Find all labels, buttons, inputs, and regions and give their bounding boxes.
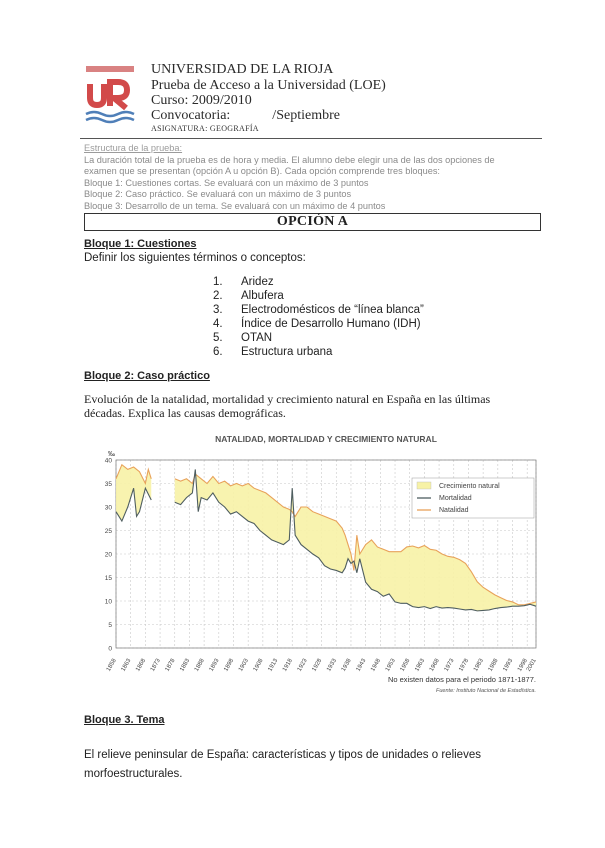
term-number: 3. <box>213 304 223 316</box>
x-tick-label: 1893 <box>208 658 221 673</box>
bloque3-title: Bloque 3. Tema <box>84 714 165 726</box>
legend-label: Mortalidad <box>439 495 472 502</box>
y-tick-label: 40 <box>104 457 112 465</box>
x-tick-label: 1943 <box>355 658 368 673</box>
term-number: 5. <box>213 332 223 344</box>
x-tick-label: 1878 <box>164 658 177 673</box>
term-item <box>213 303 424 317</box>
term-text: Estructura urbana <box>241 346 333 358</box>
chart-svg <box>86 430 556 720</box>
term-text: Índice de Desarrollo Humano (IDH) <box>241 318 421 330</box>
term-text: Electrodomésticos de “línea blanca” <box>241 304 424 316</box>
x-tick-label: 1948 <box>370 658 383 673</box>
x-tick-label: 1873 <box>149 658 162 673</box>
demographic-chart <box>86 430 556 720</box>
y-tick-label: 10 <box>104 598 112 606</box>
x-tick-label: 1868 <box>135 658 148 673</box>
term-number: 2. <box>213 290 223 302</box>
term-item <box>213 345 424 359</box>
x-tick-label: 1918 <box>282 658 294 673</box>
x-tick-label: 1993 <box>502 658 515 673</box>
x-tick-label: 1883 <box>179 658 192 673</box>
exam-title: Prueba de Acceso a la Universidad (LOE) <box>151 78 386 93</box>
structure-line-1: La duración total de la prueba es de hora y media. El alumno debe elegir una de las dos opciones de <box>84 154 495 165</box>
term-number: 4. <box>213 318 223 330</box>
structure-title: Estructura de la prueba: <box>84 143 183 153</box>
term-text: Albufera <box>241 290 284 302</box>
y-tick-label: 25 <box>104 528 112 535</box>
y-tick-label: 20 <box>104 551 112 559</box>
y-tick-label: 35 <box>104 481 112 488</box>
term-text: Aridez <box>241 276 274 288</box>
x-tick-label: 1958 <box>399 658 412 673</box>
option-title: OPCIÓN A <box>84 213 541 231</box>
chart-source: Fuente: Instituto Nacional de Estadística. <box>436 688 536 694</box>
term-item <box>213 317 424 331</box>
term-text: OTAN <box>241 332 273 344</box>
chart-title: NATALIDAD, MORTALIDAD Y CRECIMIENTO NATURAL <box>215 434 437 444</box>
university-logo <box>84 62 146 128</box>
structure-bloque-3: Bloque 3: Desarrollo de un tema. Se evaluará con un máximo de 4 puntos <box>84 200 386 211</box>
x-tick-label: 1963 <box>414 658 427 673</box>
x-tick-label: 1858 <box>105 658 118 673</box>
bloque2-title: Bloque 2: Caso práctico <box>84 370 210 382</box>
structure-bloque-1: Bloque 1: Cuestiones cortas. Se evaluará con un máximo de 3 puntos <box>84 177 369 188</box>
y-tick-label: 15 <box>104 575 112 582</box>
x-tick-label: 1908 <box>252 658 265 673</box>
course-label: Curso: 2009/2010 <box>151 93 252 108</box>
header-divider <box>80 138 542 139</box>
convocatoria-label: Convocatoria: /Septiembre <box>151 108 340 123</box>
term-number: 6. <box>213 346 223 358</box>
x-tick-label: 1913 <box>267 658 280 673</box>
x-tick-label: 1863 <box>120 658 133 673</box>
term-item <box>213 289 424 303</box>
x-tick-label: 1898 <box>223 658 236 673</box>
y-tick-label: 30 <box>104 504 112 512</box>
x-tick-label: 1978 <box>458 658 471 673</box>
structure-section <box>84 143 544 212</box>
x-tick-label: 1968 <box>428 658 441 673</box>
bloque2-text-2: décadas. Explica las causas demográficas. <box>84 406 286 420</box>
chart-note: No existen datos para el periodo 1871-1877. <box>387 675 536 684</box>
bloque1-intro: Definir los siguientes términos o conceptos: <box>84 252 306 264</box>
legend-label: Crecimiento natural <box>439 483 500 490</box>
x-tick-label: 1903 <box>238 658 250 673</box>
legend-swatch-crecimiento <box>417 482 431 489</box>
y-tick-label: 5 <box>108 622 112 629</box>
term-item <box>213 331 424 345</box>
x-tick-label: 1938 <box>340 658 353 673</box>
bloque1-title: Bloque 1: Cuestiones <box>84 238 197 250</box>
bloque3-text-1: El relieve peninsular de España: características y tipos de unidades o relieves <box>84 749 481 761</box>
x-tick-label: 1953 <box>384 658 397 673</box>
bloque3-text-2: morfoestructurales. <box>84 768 183 780</box>
x-tick-label: 1928 <box>311 658 324 673</box>
x-tick-label: 1973 <box>443 658 456 673</box>
y-axis-unit: ‰ <box>108 451 115 458</box>
university-name: UNIVERSIDAD DE LA RIOJA <box>151 62 334 77</box>
term-number: 1. <box>213 276 223 288</box>
term-item <box>213 275 424 289</box>
x-tick-label: 1983 <box>472 658 485 673</box>
x-tick-label: 2001 <box>525 658 538 673</box>
bloque2-text-1: Evolución de la natalidad, mortalidad y crecimiento natural en España en las últimas <box>84 392 491 406</box>
structure-bloque-2: Bloque 2: Caso práctico. Se evaluará con un máximo de 3 puntos <box>84 189 352 199</box>
terms-list <box>213 275 424 359</box>
x-tick-label: 1988 <box>487 658 500 673</box>
x-tick-label: 1998 <box>517 658 529 673</box>
subject-label: ASIGNATURA: GEOGRAFÍA <box>151 124 259 133</box>
y-tick-label: 0 <box>108 645 112 653</box>
legend-label: Natalidad <box>439 507 469 514</box>
x-tick-label: 1923 <box>296 658 309 673</box>
structure-line-2: examen que se presentan (opción A u opción B). Cada opción comprende tres bloques: <box>84 166 440 176</box>
x-tick-label: 1933 <box>326 658 339 673</box>
x-tick-label: 1888 <box>193 658 206 673</box>
